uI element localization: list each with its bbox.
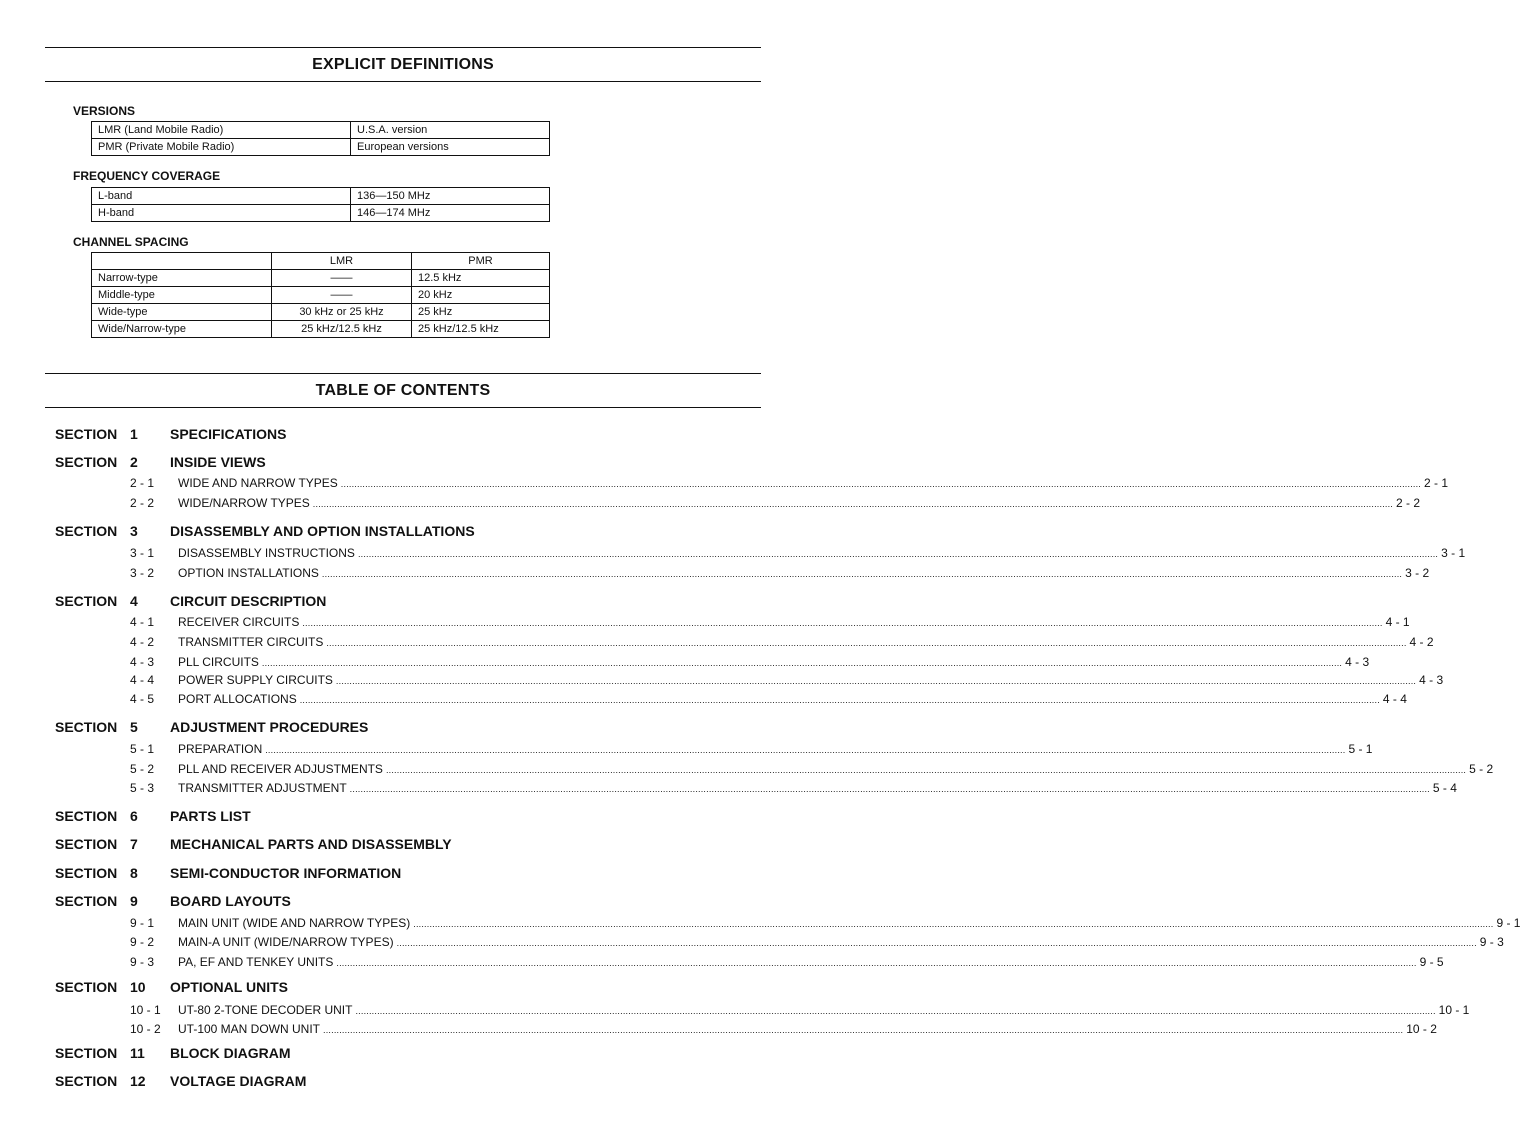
section-number: 2	[130, 454, 138, 470]
entry-page: 9 - 1	[1496, 916, 1520, 930]
subsection-number: 10 - 1	[130, 1003, 161, 1017]
entry-page: 5 - 2	[1469, 762, 1494, 776]
section-title[interactable]: BLOCK DIAGRAM	[170, 1045, 291, 1061]
entry-title: PA, EF AND TENKEY UNITS	[178, 955, 334, 969]
table-header-pmr: PMR	[412, 253, 550, 270]
leader-dots: ................................................................................................................................................................................................................................................................................................................................................................................................................	[312, 499, 1393, 509]
toc-entry[interactable]	[178, 566, 1430, 580]
toc-rule-bottom	[45, 407, 761, 408]
toc-entry[interactable]	[178, 742, 1373, 756]
section-title[interactable]: INSIDE VIEWS	[170, 454, 266, 470]
versions-table	[91, 121, 550, 156]
subsection-number: 2 - 1	[130, 476, 155, 490]
leader-dots: ................................................................................................................................................................................................................................................................................................................................................................................................................	[340, 479, 1421, 489]
subsection-number: 4 - 5	[130, 692, 155, 706]
section-number: 5	[130, 719, 138, 735]
leader-dots: ................................................................................................................................................................................................................................................................................................................................................................................................................	[323, 1025, 1404, 1035]
leader-dots: ................................................................................................................................................................................................................................................................................................................................................................................................................	[413, 919, 1494, 929]
section-label: SECTION	[55, 593, 118, 609]
subsection-number: 4 - 3	[130, 655, 155, 669]
toc-entry[interactable]	[178, 546, 1466, 560]
section-label: SECTION	[55, 865, 118, 881]
section-number: 11	[130, 1045, 145, 1061]
subsection-number: 9 - 1	[130, 916, 155, 930]
entry-page: 3 - 2	[1405, 566, 1430, 580]
leader-dots: ................................................................................................................................................................................................................................................................................................................................................................................................................	[326, 638, 1407, 648]
entry-title: WIDE AND NARROW TYPES	[178, 476, 338, 490]
table-cell: PMR (Private Mobile Radio)	[92, 139, 351, 156]
entry-page: 10 - 1	[1438, 1003, 1470, 1017]
table-cell: 12.5 kHz	[412, 270, 550, 287]
definitions-title: EXPLICIT DEFINITIONS	[312, 56, 494, 73]
section-number: 12	[130, 1073, 146, 1089]
section-label: SECTION	[55, 808, 118, 824]
top-rule	[45, 47, 761, 48]
table-row	[92, 188, 550, 205]
subsection-number: 3 - 2	[130, 566, 155, 580]
toc-entry[interactable]	[178, 955, 1444, 969]
entry-title: RECEIVER CIRCUITS	[178, 615, 300, 629]
leader-dots: ................................................................................................................................................................................................................................................................................................................................................................................................................	[302, 618, 1383, 628]
section-label: SECTION	[55, 893, 118, 909]
definitions-title-rule	[45, 81, 761, 82]
table-cell: 146—174 MHz	[351, 205, 550, 222]
table-cell: 25 kHz/12.5 kHz	[412, 321, 550, 338]
leader-dots: ................................................................................................................................................................................................................................................................................................................................................................................................................	[265, 745, 1346, 755]
table-row	[92, 270, 550, 287]
table-cell: Middle-type	[92, 287, 272, 304]
section-title[interactable]: SEMI-CONDUCTOR INFORMATION	[170, 865, 402, 881]
table-header-row	[92, 253, 550, 270]
section-title[interactable]: PARTS LIST	[170, 808, 251, 824]
subsection-number: 4 - 1	[130, 615, 155, 629]
entry-page: 4 - 4	[1382, 692, 1407, 706]
spacing-table	[91, 252, 550, 338]
entry-page: 9 - 5	[1419, 955, 1444, 969]
table-cell: L-band	[92, 188, 351, 205]
leader-dots: ................................................................................................................................................................................................................................................................................................................................................................................................................	[357, 549, 1439, 559]
table-cell: European versions	[351, 139, 550, 156]
spacing-heading: CHANNEL SPACING	[73, 235, 189, 249]
subsection-number: 5 - 1	[130, 742, 155, 756]
subsection-number: 5 - 2	[130, 762, 155, 776]
entry-page: 3 - 1	[1441, 546, 1466, 560]
table-cell: U.S.A. version	[351, 122, 550, 139]
toc-entry[interactable]	[178, 496, 1421, 510]
table-row	[92, 122, 550, 139]
table-cell: Wide/Narrow-type	[92, 321, 272, 338]
section-number: 10	[130, 979, 146, 995]
entry-title: TRANSMITTER ADJUSTMENT	[178, 781, 347, 795]
table-cell: H-band	[92, 205, 351, 222]
subsection-number: 3 - 1	[130, 546, 155, 560]
toc-entry[interactable]	[178, 1003, 1470, 1017]
toc-entry[interactable]	[178, 476, 1449, 490]
entry-title: DISASSEMBLY INSTRUCTIONS	[178, 546, 355, 560]
entry-page: 2 - 2	[1396, 496, 1421, 510]
frequency-table	[91, 187, 550, 222]
subsection-number: 4 - 4	[130, 673, 155, 687]
section-title[interactable]: VOLTAGE DIAGRAM	[170, 1073, 307, 1089]
section-number: 7	[130, 836, 138, 852]
section-label: SECTION	[55, 1045, 118, 1061]
leader-dots: ................................................................................................................................................................................................................................................................................................................................................................................................................	[335, 676, 1417, 686]
toc-entry[interactable]	[178, 781, 1457, 795]
table-row	[92, 321, 550, 338]
entry-page: 10 - 2	[1406, 1022, 1437, 1036]
entry-title: OPTION INSTALLATIONS	[178, 566, 319, 580]
section-number: 3	[130, 523, 138, 539]
subsection-number: 9 - 2	[130, 935, 155, 949]
entry-title: MAIN UNIT (WIDE AND NARROW TYPES)	[178, 916, 411, 930]
toc-entry[interactable]	[178, 615, 1410, 629]
entry-title: UT-100 MAN DOWN UNIT	[178, 1022, 321, 1036]
subsection-number: 4 - 2	[130, 635, 155, 649]
toc-title: TABLE OF CONTENTS	[315, 382, 491, 399]
toc-entry[interactable]	[178, 655, 1370, 669]
table-cell	[92, 253, 272, 270]
section-number: 8	[130, 865, 138, 881]
toc-entry[interactable]	[178, 635, 1434, 649]
entry-page: 4 - 1	[1385, 615, 1410, 629]
table-row	[92, 304, 550, 321]
section-label: SECTION	[55, 523, 118, 539]
entry-page: 2 - 1	[1424, 476, 1449, 490]
leader-dots: ................................................................................................................................................................................................................................................................................................................................................................................................................	[396, 938, 1477, 948]
table-cell: 136—150 MHz	[351, 188, 550, 205]
entry-title: PLL AND RECEIVER ADJUSTMENTS	[178, 762, 383, 776]
section-label: SECTION	[55, 1073, 118, 1089]
table-cell: 25 kHz	[412, 304, 550, 321]
section-number: 1	[130, 426, 138, 442]
table-cell: Narrow-type	[92, 270, 272, 287]
subsection-number: 5 - 3	[130, 781, 155, 795]
entry-page: 4 - 2	[1409, 635, 1434, 649]
section-title[interactable]: ADJUSTMENT PROCEDURES	[170, 719, 369, 735]
toc-entry[interactable]	[178, 673, 1444, 687]
table-cell: Wide-type	[92, 304, 272, 321]
section-title[interactable]: MECHANICAL PARTS AND DISASSEMBLY	[170, 836, 452, 852]
table-row	[92, 139, 550, 156]
toc-entry[interactable]	[178, 692, 1407, 706]
entry-page: 5 - 1	[1348, 742, 1373, 756]
entry-title: MAIN-A UNIT (WIDE/NARROW TYPES)	[178, 935, 394, 949]
entry-title: PORT ALLOCATIONS	[178, 692, 297, 706]
leader-dots: ................................................................................................................................................................................................................................................................................................................................................................................................................	[336, 958, 1417, 968]
entry-title: WIDE/NARROW TYPES	[178, 496, 310, 510]
frequency-heading: FREQUENCY COVERAGE	[73, 169, 221, 183]
entry-page: 4 - 3	[1419, 673, 1444, 687]
leader-dots: ................................................................................................................................................................................................................................................................................................................................................................................................................	[261, 658, 1343, 668]
leader-dots: ................................................................................................................................................................................................................................................................................................................................................................................................................	[385, 765, 1467, 775]
section-number: 4	[130, 593, 138, 609]
table-row	[92, 287, 550, 304]
toc-entry[interactable]	[178, 1022, 1437, 1036]
section-number: 6	[130, 808, 138, 824]
table-cell: 25 kHz/12.5 kHz	[272, 321, 412, 338]
versions-heading: VERSIONS	[73, 104, 136, 118]
table-cell: LMR (Land Mobile Radio)	[92, 122, 351, 139]
section-label: SECTION	[55, 719, 118, 735]
subsection-number: 2 - 2	[130, 496, 155, 510]
section-label: SECTION	[55, 454, 118, 470]
entry-title: POWER SUPPLY CIRCUITS	[178, 673, 333, 687]
leader-dots: ................................................................................................................................................................................................................................................................................................................................................................................................................	[299, 695, 1380, 705]
section-number: 9	[130, 893, 138, 909]
section-label: SECTION	[55, 426, 118, 442]
section-title[interactable]: CIRCUIT DESCRIPTION	[170, 593, 327, 609]
table-cell: 30 kHz or 25 kHz	[272, 304, 412, 321]
section-title[interactable]: OPTIONAL UNITS	[170, 979, 288, 995]
table-header-lmr: LMR	[272, 253, 412, 270]
table-cell: 20 kHz	[412, 287, 550, 304]
leader-dots: ................................................................................................................................................................................................................................................................................................................................................................................................................	[355, 1006, 1436, 1016]
entry-title: TRANSMITTER CIRCUITS	[178, 635, 324, 649]
entry-page: 5 - 4	[1432, 781, 1457, 795]
entry-title: PREPARATION	[178, 742, 263, 756]
section-title[interactable]: SPECIFICATIONS	[170, 426, 287, 442]
toc-rule-top	[45, 373, 761, 374]
table-cell: ——	[272, 287, 412, 304]
entry-page: 9 - 3	[1479, 935, 1504, 949]
section-label: SECTION	[55, 836, 118, 852]
subsection-number: 10 - 2	[130, 1022, 161, 1036]
table-row	[92, 205, 550, 222]
section-title[interactable]: DISASSEMBLY AND OPTION INSTALLATIONS	[170, 523, 475, 539]
table-cell: ——	[272, 270, 412, 287]
entry-title: UT-80 2-TONE DECODER UNIT	[178, 1003, 353, 1017]
entry-title: PLL CIRCUITS	[178, 655, 259, 669]
leader-dots: ................................................................................................................................................................................................................................................................................................................................................................................................................	[349, 784, 1430, 794]
subsection-number: 9 - 3	[130, 955, 155, 969]
leader-dots: ................................................................................................................................................................................................................................................................................................................................................................................................................	[321, 569, 1403, 579]
toc-entry[interactable]	[178, 935, 1504, 949]
section-label: SECTION	[55, 979, 118, 995]
toc-entry[interactable]	[178, 762, 1494, 776]
section-title[interactable]: BOARD LAYOUTS	[170, 893, 291, 909]
entry-page: 4 - 3	[1345, 655, 1370, 669]
toc-entry[interactable]	[178, 916, 1520, 930]
